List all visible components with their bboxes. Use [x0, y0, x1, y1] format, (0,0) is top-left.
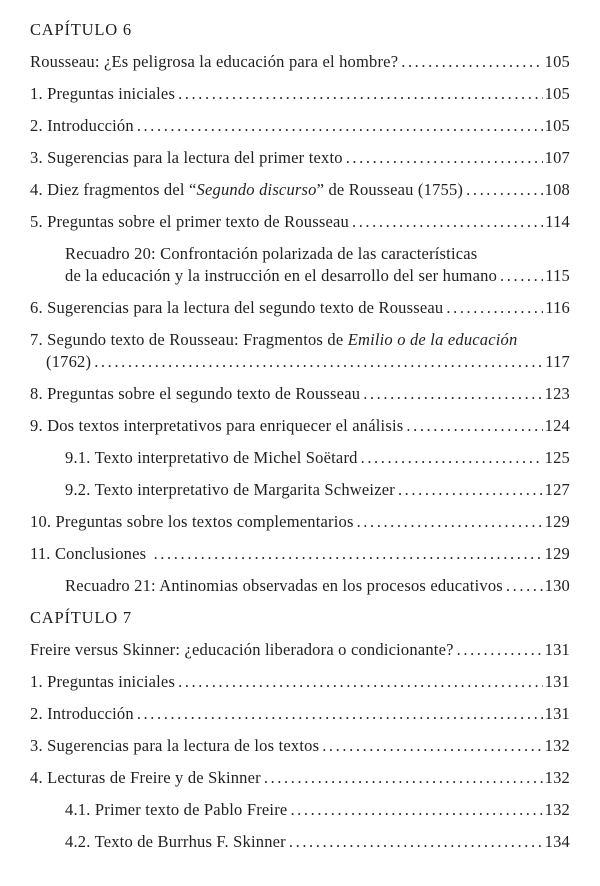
toc-entry [30, 298, 570, 318]
entry-text: 1. Preguntas iniciales [30, 84, 176, 103]
entry-text: 3. Sugerencias para la lectura de los textos [30, 736, 320, 755]
chapter-title: CAPÍTULO 6 [30, 20, 132, 39]
toc-entry [30, 330, 570, 350]
page-number: 116 [545, 298, 570, 317]
dotted-leader [287, 800, 542, 820]
toc-entry [30, 576, 570, 596]
page-number: 131 [544, 640, 570, 659]
toc-entry [30, 180, 570, 200]
page-number: 115 [545, 266, 570, 285]
page-number: 114 [545, 212, 570, 231]
entry-text: 10. Preguntas sobre los textos complementarios [30, 512, 354, 531]
toc-entry [30, 672, 570, 692]
toc-entry [30, 736, 570, 756]
entry-text: 1. Preguntas iniciales [30, 672, 176, 691]
dotted-leader [497, 266, 543, 286]
entry-text: 7. Segundo texto de Rousseau: Fragmentos de Emilio o de la educación [30, 330, 518, 349]
page-number: 105 [544, 84, 570, 103]
entry-text: Recuadro 20: Confrontación polarizada de las características [65, 244, 478, 263]
page-number: 127 [544, 480, 570, 499]
entry-text: 9. Dos textos interpretativos para enriquecer el análisis [30, 416, 404, 435]
entry-text: 4. Diez fragmentos del “Segundo discurso” de Rousseau (1755) [30, 180, 464, 199]
page-number: 124 [544, 416, 570, 435]
entry-text: (1762) [46, 352, 92, 371]
toc-entry [30, 640, 570, 660]
dotted-leader [343, 148, 543, 168]
dotted-leader [360, 384, 542, 404]
entry-text: 4.2. Texto de Burrhus F. Skinner [65, 832, 286, 851]
dotted-leader [403, 416, 542, 436]
chapter-title: CAPÍTULO 7 [30, 608, 132, 627]
entry-text: 9.1. Texto interpretativo de Michel Soëtard [65, 448, 358, 467]
page-number: 125 [544, 448, 570, 467]
toc-entry [30, 148, 570, 168]
page-number: 123 [544, 384, 570, 403]
toc-entry [30, 480, 570, 500]
dotted-leader [358, 448, 543, 468]
toc-entry [30, 52, 570, 72]
dotted-leader [151, 544, 543, 564]
entry-text: Rousseau: ¿Es peligrosa la educación para el hombre? [30, 52, 399, 71]
page-number: 130 [544, 576, 570, 595]
entry-text: 4. Lecturas de Freire y de Skinner [30, 768, 261, 787]
toc-entry [30, 384, 570, 404]
entry-text: 2. Introducción [30, 704, 134, 723]
dotted-leader [91, 352, 543, 372]
dotted-leader [395, 480, 543, 500]
entry-text: 4.1. Primer texto de Pablo Freire [65, 800, 288, 819]
entry-text: 11. Conclusiones [30, 544, 151, 563]
dotted-leader [349, 212, 543, 232]
page-number: 117 [545, 352, 570, 371]
toc-entry [30, 416, 570, 436]
toc-entry [30, 512, 570, 532]
toc-entry [30, 448, 570, 468]
entry-text: 6. Sugerencias para la lectura del segundo texto de Rousseau [30, 298, 444, 317]
dotted-leader [134, 116, 543, 136]
entry-text: 3. Sugerencias para la lectura del primer texto [30, 148, 343, 167]
toc-entry [30, 84, 570, 104]
dotted-leader [134, 704, 543, 724]
entry-text: Recuadro 21: Antinomias observadas en los procesos educativos [65, 576, 503, 595]
dotted-leader [286, 832, 543, 852]
page-number: 107 [544, 148, 570, 167]
toc-entry [30, 704, 570, 724]
toc-entry [30, 832, 570, 852]
toc-entry [30, 116, 570, 136]
dotted-leader [175, 84, 543, 104]
entry-text: de la educación y la instrucción en el desarrollo del ser humano [65, 266, 498, 285]
chapter-heading [30, 20, 570, 40]
dotted-leader [319, 736, 542, 756]
page-number: 131 [544, 704, 570, 723]
toc-entry [30, 244, 570, 264]
dotted-leader [454, 640, 543, 660]
page-number: 129 [544, 512, 570, 531]
entry-text: 9.2. Texto interpretativo de Margarita Schweizer [65, 480, 395, 499]
page-number: 132 [544, 800, 570, 819]
page-number: 132 [544, 736, 570, 755]
page-number: 105 [544, 116, 570, 135]
page-number: 105 [544, 52, 570, 71]
dotted-leader [398, 52, 542, 72]
page-number: 129 [544, 544, 570, 563]
chapter-heading [30, 608, 570, 628]
entry-text: 2. Introducción [30, 116, 134, 135]
toc-entry [30, 800, 570, 820]
page-number: 131 [544, 672, 570, 691]
entry-text: 8. Preguntas sobre el segundo texto de Rousseau [30, 384, 361, 403]
toc-entry [30, 544, 570, 564]
toc-entry [30, 266, 570, 286]
page-number: 134 [544, 832, 570, 851]
dotted-leader [503, 576, 543, 596]
entry-text: 5. Preguntas sobre el primer texto de Rousseau [30, 212, 349, 231]
toc-entry [30, 212, 570, 232]
toc [30, 20, 570, 852]
dotted-leader [175, 672, 543, 692]
entry-text: Freire versus Skinner: ¿educación liberadora o condicionante? [30, 640, 454, 659]
toc-entry [30, 352, 570, 372]
page-number: 108 [544, 180, 570, 199]
dotted-leader [354, 512, 543, 532]
toc-entry [30, 768, 570, 788]
dotted-leader [463, 180, 543, 200]
dotted-leader [261, 768, 543, 788]
dotted-leader [443, 298, 543, 318]
page-number: 132 [544, 768, 570, 787]
